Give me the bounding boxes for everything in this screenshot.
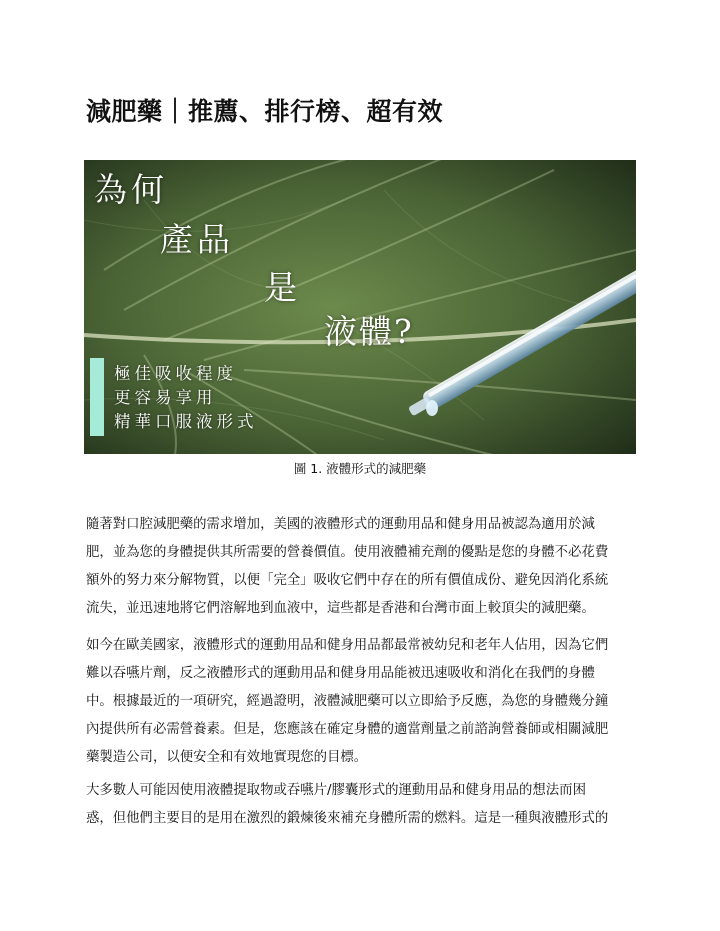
feature-item: 精華口服液形式 bbox=[114, 412, 258, 431]
feature-accent-bar bbox=[90, 358, 104, 436]
figure-caption: 圖 1. 液體形式的減肥藥 bbox=[293, 461, 427, 476]
paragraph-3 bbox=[86, 777, 642, 833]
text-line: 如今在歐美國家，液體形式的運動用品和健身用品都最常被幼兒和老年人佔用，因為它們 bbox=[86, 638, 609, 653]
overlay-line-1: 為何 bbox=[94, 170, 168, 209]
text-line: 內提供所有必需營養素。但是，您應該在確定身體的適當劑量之前諮詢營養師或相關減肥 bbox=[86, 722, 609, 737]
page-title: 減肥藥｜推薦、排行榜、超有效 bbox=[86, 97, 444, 126]
text-line: 惑，但他們主要目的是用在激烈的鍛煉後來補充身體所需的燃料。這是一種與液體形式的 bbox=[86, 811, 609, 826]
feature-item: 更容易享用 bbox=[114, 388, 217, 407]
paragraph-1 bbox=[86, 511, 642, 623]
text-line: 肥，並為您的身體提供其所需要的營養價值。使用液體補充劑的優點是您的身體不必花費 bbox=[86, 545, 609, 560]
text-line: 額外的努力來分解物質，以便「完全」吸收它們中存在的所有價值成份、避免因消化系統 bbox=[86, 573, 609, 588]
text-line: 藥製造公司，以便安全和有效地實現您的目標。 bbox=[86, 750, 368, 765]
text-line: 流失，並迅速地將它們溶解地到血液中，這些都是香港和台灣市面上較頂尖的減肥藥。 bbox=[86, 601, 595, 616]
feature-item: 極佳吸收程度 bbox=[114, 364, 237, 383]
overlay-line-3: 是 bbox=[264, 268, 297, 307]
text-line: 中。根據最近的一項研究，經過證明，液體減肥藥可以立即給予反應，為您的身體幾分鐘 bbox=[86, 694, 609, 709]
text-line: 隨著對口腔減肥藥的需求增加，美國的液體形式的運動用品和健身用品被認為適用於減 bbox=[86, 517, 595, 532]
text-line: 難以吞嚥片劑，反之液體形式的運動用品和健身用品能被迅速吸收和消化在我們的身體 bbox=[86, 666, 595, 681]
overlay-line-4: 液體? bbox=[324, 312, 414, 351]
paragraph-2 bbox=[86, 632, 642, 772]
overlay-line-2: 產品 bbox=[160, 220, 234, 259]
article-image bbox=[84, 160, 636, 454]
text-line: 大多數人可能因使用液體提取物或吞嚥片/膠囊形式的運動用品和健身用品的想法而困 bbox=[86, 783, 586, 798]
